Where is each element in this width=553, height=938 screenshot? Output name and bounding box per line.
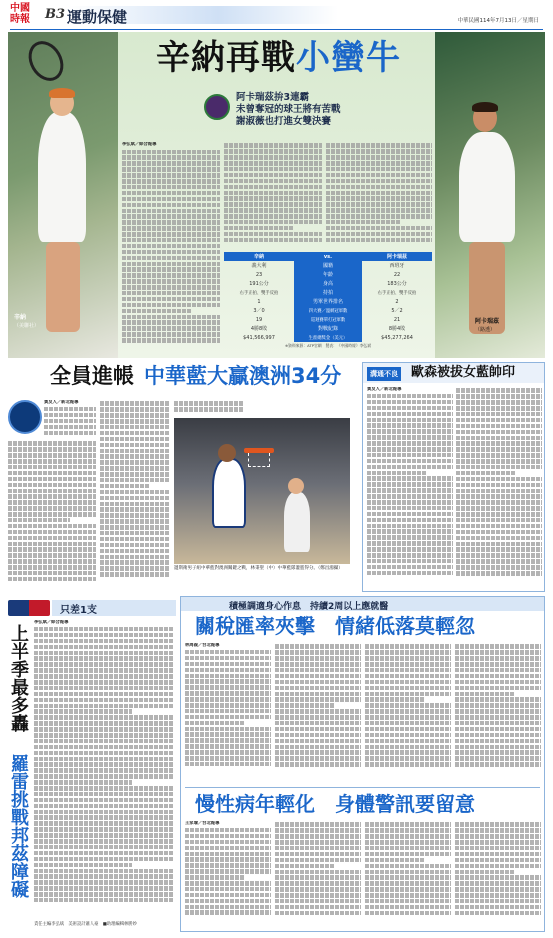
- health-headline-2: 慢性病年輕化 身體警訊要留意: [195, 792, 475, 816]
- stats-cell: 3／0: [253, 308, 265, 314]
- stats-row: [224, 270, 432, 279]
- stats-cell: 右手正拍、雙手反拍: [377, 290, 417, 296]
- stats-cell: $41,566,997: [243, 334, 275, 341]
- stats-row: [224, 333, 432, 342]
- stats-row: [224, 288, 432, 297]
- caption-sinner: [14, 314, 39, 330]
- caption-alcaraz-credit: （路透）: [475, 327, 496, 333]
- baseball-story: [8, 598, 176, 930]
- baseball-col-1: [34, 620, 174, 920]
- health-divider: [185, 787, 540, 788]
- tennis-subhead: [236, 92, 341, 128]
- health2-col-4: [455, 821, 541, 929]
- stats-label: 持拍: [294, 288, 362, 297]
- sinner-hair: [49, 88, 75, 98]
- stats-cell: 2: [395, 298, 399, 305]
- caption-alcaraz: [475, 318, 499, 334]
- defender-head: [288, 478, 304, 494]
- stats-label: 國籍: [294, 261, 362, 270]
- caption-sinner-name: 辛納: [14, 314, 27, 321]
- baseball-byline: 李弘斌／綜合報導: [34, 620, 69, 625]
- section-title: 運動保健: [67, 8, 128, 26]
- masthead-rule: [10, 29, 543, 30]
- caption-alcaraz-name: 阿卡瑞茲: [475, 318, 500, 325]
- tennis-byline: 李弘斌／綜合報導: [122, 142, 157, 147]
- health-kicker: 積極調適身心作息 持續2周以上應就醫: [229, 602, 389, 612]
- stats-row: [224, 306, 432, 315]
- page-code: B3: [45, 7, 66, 22]
- tennis-headline-black: 辛納再戰: [156, 38, 296, 78]
- tennis-col-3: [326, 142, 432, 247]
- tennis-col-1: [122, 142, 220, 352]
- stats-label: 年齡: [294, 270, 362, 279]
- tennis-col-2: [224, 142, 322, 247]
- mlb-logo: [8, 600, 50, 616]
- masthead: [0, 0, 553, 32]
- stats-source: ※資料來源：ATP官網 製表：《中國時報》李弘斌: [284, 343, 372, 348]
- stats-label: 四大賽／溫網冠軍數: [294, 306, 362, 315]
- sinner-figure: [38, 112, 86, 242]
- baseball-tag: 只差1支: [60, 605, 97, 616]
- tennis-subhead-1: 阿卡瑞茲拚3連霸: [236, 92, 310, 103]
- stats-cell: 19: [255, 316, 263, 323]
- coach-col-2: [456, 387, 542, 589]
- basketball-photo-caption: [174, 566, 350, 572]
- stats-row: [224, 297, 432, 306]
- basketball-headline-black: 全員進帳: [50, 364, 134, 388]
- sinner-legs: [46, 242, 80, 332]
- stats-row: [224, 261, 432, 270]
- tennis-subhead-2: 未曾奪冠的球王將有苦戰: [236, 104, 341, 115]
- health2-byline: 王家瑜／台北報導: [185, 821, 220, 826]
- logo-top: 中國: [10, 3, 30, 14]
- basketball-headline: [50, 364, 341, 388]
- basketball-caption-credit: （鄭昌鴻攝）: [318, 566, 343, 571]
- coach-headline: 歐森被拔女藍帥印: [411, 365, 516, 380]
- basketball-net: [248, 453, 270, 467]
- stats-header-mid: vs.: [323, 253, 333, 260]
- health2-col-2: [275, 821, 361, 929]
- baseball-vertical-headline-1: 上半季最多轟: [8, 624, 29, 732]
- basketball-caption-text: 邊斯衛男子組中華藍對澳洲關鍵之戰，林秉聖（中）中華藍隊灌籃得分。: [174, 566, 318, 571]
- defender: [284, 492, 310, 552]
- wimbledon-logo: [204, 94, 230, 120]
- basketball-col-3: [174, 400, 244, 420]
- health1-col-2: [275, 643, 361, 783]
- sinner-photo: [8, 32, 118, 358]
- stats-cell: 右手正拍、雙手反拍: [239, 290, 279, 296]
- stats-cell: 8勝4敗: [388, 326, 406, 332]
- health1-col-4: [455, 643, 541, 783]
- stats-header-right: 阿卡瑞茲: [386, 254, 407, 260]
- stats-header-left: 辛納: [253, 254, 264, 260]
- stats-table: [224, 252, 432, 356]
- stats-label: 對戰紀錄: [294, 324, 362, 333]
- caption-sinner-credit: （美聯社）: [14, 323, 40, 329]
- stats-cell: 191公分: [249, 281, 269, 287]
- health1-col-3: [365, 643, 451, 783]
- stats-cell: 22: [393, 271, 401, 278]
- stats-cell: 1: [257, 298, 261, 305]
- tennis-subhead-3: 謝淑薇也打進女雙決賽: [236, 116, 332, 127]
- logo-bottom: 時報: [10, 14, 30, 25]
- health-headline-1: 關稅匯率夾擊 情緒低落莫輕忽: [195, 614, 475, 638]
- page-footer: 責任主編李弘斌 美術設計蕭人豪 ■助理編輯林勝妙: [34, 922, 137, 927]
- basketball-story: [8, 360, 358, 592]
- basketball-photo: [174, 418, 350, 564]
- coach-byline: 黃及人／新北報導: [367, 387, 402, 392]
- coach-story: [362, 362, 545, 592]
- stats-cell: $45,277,264: [381, 334, 413, 341]
- stats-cell: 183公分: [387, 281, 407, 287]
- racket-icon: [22, 35, 71, 87]
- stats-label: 男單世界排名: [294, 297, 362, 306]
- logo: [10, 3, 38, 29]
- alcaraz-hair: [472, 102, 498, 112]
- dunking-player-head: [218, 444, 236, 462]
- date-line: 中華民國114年7月13日／星期日: [457, 18, 539, 24]
- coach-tag: 溝通不良: [367, 367, 401, 381]
- basketball-col-2: [100, 400, 170, 590]
- stats-row: [224, 324, 432, 333]
- tennis-headline: [156, 38, 401, 78]
- stats-cell: 21: [393, 316, 401, 323]
- stats-header-row: [224, 252, 432, 261]
- tennis-headline-blue: 小蠻牛: [296, 38, 401, 78]
- tennis-story: [8, 32, 545, 358]
- health-box: [180, 596, 545, 932]
- stats-row: [224, 315, 432, 324]
- coach-col-1: [367, 387, 453, 589]
- alcaraz-photo: [435, 32, 545, 358]
- alcaraz-figure: [459, 132, 515, 242]
- stats-label: 生涯總獎金（美元）: [294, 333, 362, 342]
- basketball-col-1b: [8, 440, 96, 590]
- health1-byline: 林周義／台北報導: [185, 643, 220, 648]
- health2-col-3: [365, 821, 451, 929]
- stats-cell: 西班牙: [389, 263, 405, 269]
- stats-cell: 4勝8敗: [250, 326, 268, 332]
- jones-cup-logo: [8, 400, 42, 434]
- dunking-player: [212, 458, 246, 528]
- stats-cell: 23: [255, 271, 263, 278]
- stats-row: [224, 279, 432, 288]
- basketball-byline: 黃及人／新北報導: [44, 400, 79, 405]
- baseball-vertical-headline-2: 羅雷挑戰邦茲障礙: [8, 754, 29, 898]
- health2-col-1: [185, 821, 271, 929]
- stats-cell: 5／2: [391, 308, 403, 314]
- stats-label: 巡迴賽單打冠軍數: [294, 315, 362, 324]
- stats-label: 身高: [294, 279, 362, 288]
- stats-cell: 義大利: [251, 263, 267, 269]
- health1-col-1: [185, 643, 271, 783]
- basketball-headline-blue: 中華藍大贏澳洲34分: [144, 364, 342, 388]
